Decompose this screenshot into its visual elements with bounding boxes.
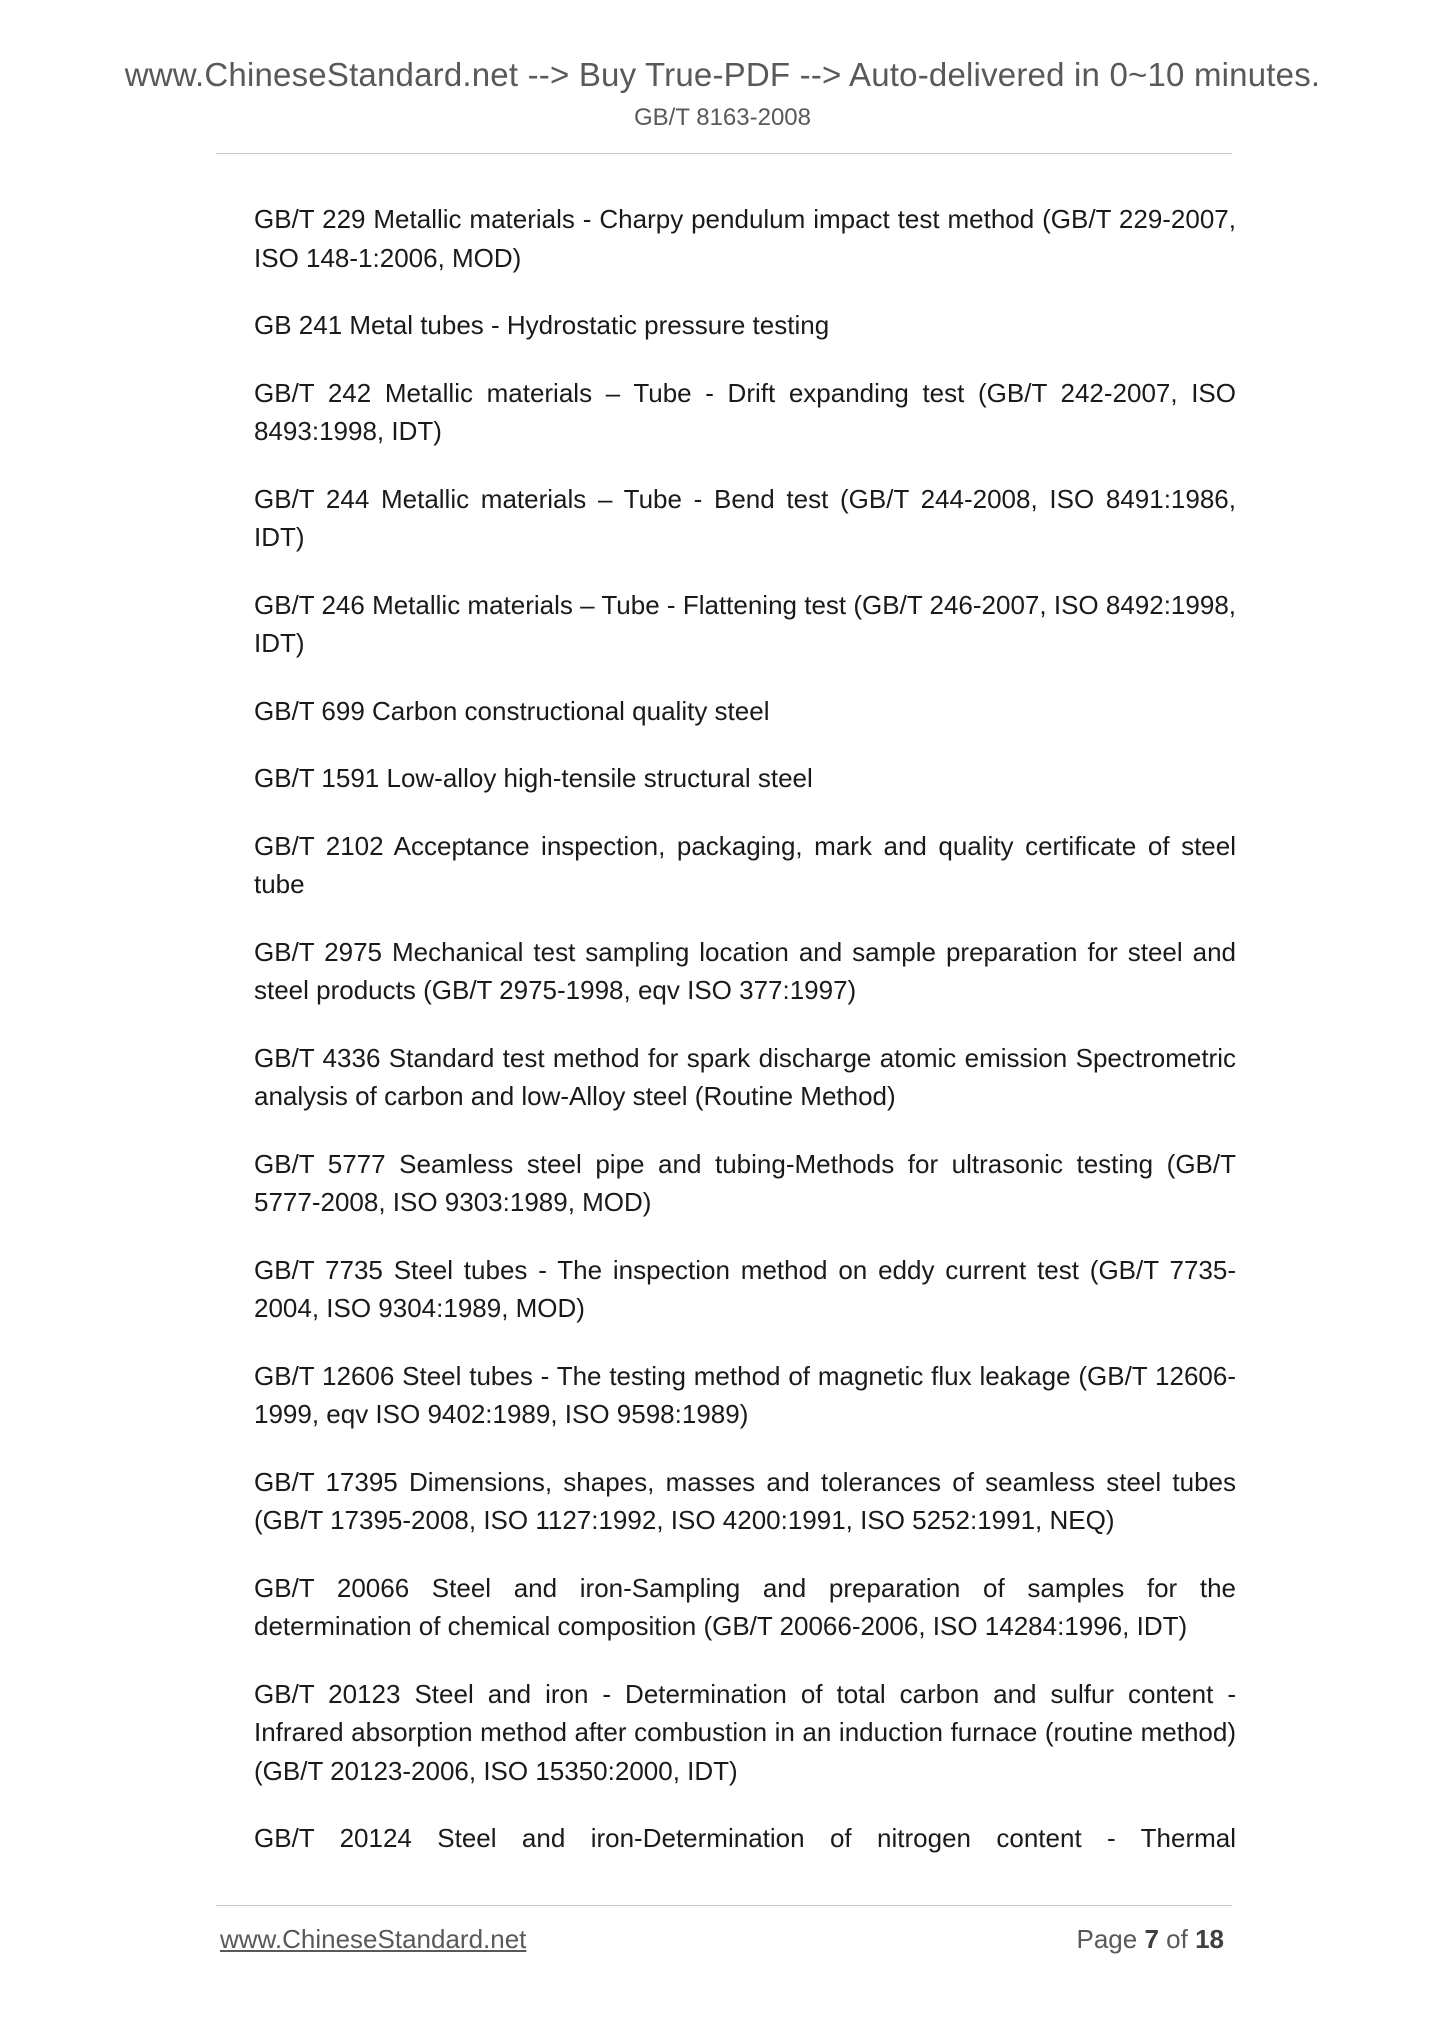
reference-item: GB/T 20123 Steel and iron - Determination of total carbon and sulfur content - Infrared absorption method after combustion in an induction furnace (routine method) (GB/T 20123-2006, ISO 15350:2000, IDT) [254,1678,1236,1786]
page-current: 7 [1144,1924,1159,1954]
footer-site-link[interactable]: www.ChineseStandard.net [220,1924,527,1954]
reference-item: GB/T 7735 Steel tubes - The inspection method on eddy current test (GB/T 7735-2004, ISO 9304:1989, MOD) [254,1254,1236,1323]
page-total: 18 [1195,1924,1224,1954]
normative-references-list [254,200,1236,1887]
reference-item: GB/T 699 Carbon constructional quality steel [254,695,770,726]
reference-item: GB/T 20066 Steel and iron-Sampling and preparation of samples for the determination of chemical composition (GB/T 20066-2006, ISO 14284:1996, IDT) [254,1572,1236,1641]
reference-item: GB/T 12606 Steel tubes - The testing method of magnetic flux leakage (GB/T 12606-1999, eqv ISO 9402:1989, ISO 9598:1989) [254,1360,1236,1429]
page-indicator [1076,1924,1224,1955]
header-divider [216,153,1232,154]
footer-divider [216,1905,1232,1906]
reference-item: GB/T 244 Metallic materials – Tube - Bend test (GB/T 244-2008, ISO 8491:1986, IDT) [254,483,1236,552]
reference-item: GB/T 229 Metallic materials - Charpy pendulum impact test method (GB/T 229-2007, ISO 148-1:2006, MOD) [254,204,1236,273]
reference-item: GB/T 5777 Seamless steel pipe and tubing-Methods for ultrasonic testing (GB/T 5777-2008, ISO 9303:1989, MOD) [254,1148,1236,1217]
reference-item: GB/T 17395 Dimensions, shapes, masses and tolerances of seamless steel tubes (GB/T 17395-2008, ISO 1127:1992, ISO 4200:1991, ISO 5252:1991, NEQ) [254,1466,1236,1535]
page-of: of [1166,1924,1188,1954]
header-doc-number: GB/T 8163-2008 [633,104,811,131]
reference-item: GB/T 246 Metallic materials – Tube - Flattening test (GB/T 246-2007, ISO 8492:1998, IDT) [254,589,1236,658]
reference-item: GB/T 4336 Standard test method for spark discharge atomic emission Spectrometric analysis of carbon and low-Alloy steel (Routine Method) [254,1042,1236,1111]
reference-item: GB/T 242 Metallic materials – Tube - Drift expanding test (GB/T 242-2007, ISO 8493:1998, IDT) [254,377,1236,446]
reference-item: GB 241 Metal tubes - Hydrostatic pressure testing [254,310,830,340]
header-banner: www.ChineseStandard.net --> Buy True-PDF --> Auto-delivered in 0~10 minutes. [124,56,1321,93]
reference-item: GB/T 2102 Acceptance inspection, packaging, mark and quality certificate of steel tube [254,830,1236,899]
page-prefix: Page [1076,1924,1138,1954]
reference-item: GB/T 1591 Low-alloy high-tensile structural steel [254,763,813,793]
reference-item: GB/T 2975 Mechanical test sampling location and sample preparation for steel and steel products (GB/T 2975-1998, eqv ISO 377:1997) [254,936,1236,1005]
reference-item: GB/T 20124 Steel and iron-Determination of nitrogen content - Thermal [254,1823,1236,1853]
